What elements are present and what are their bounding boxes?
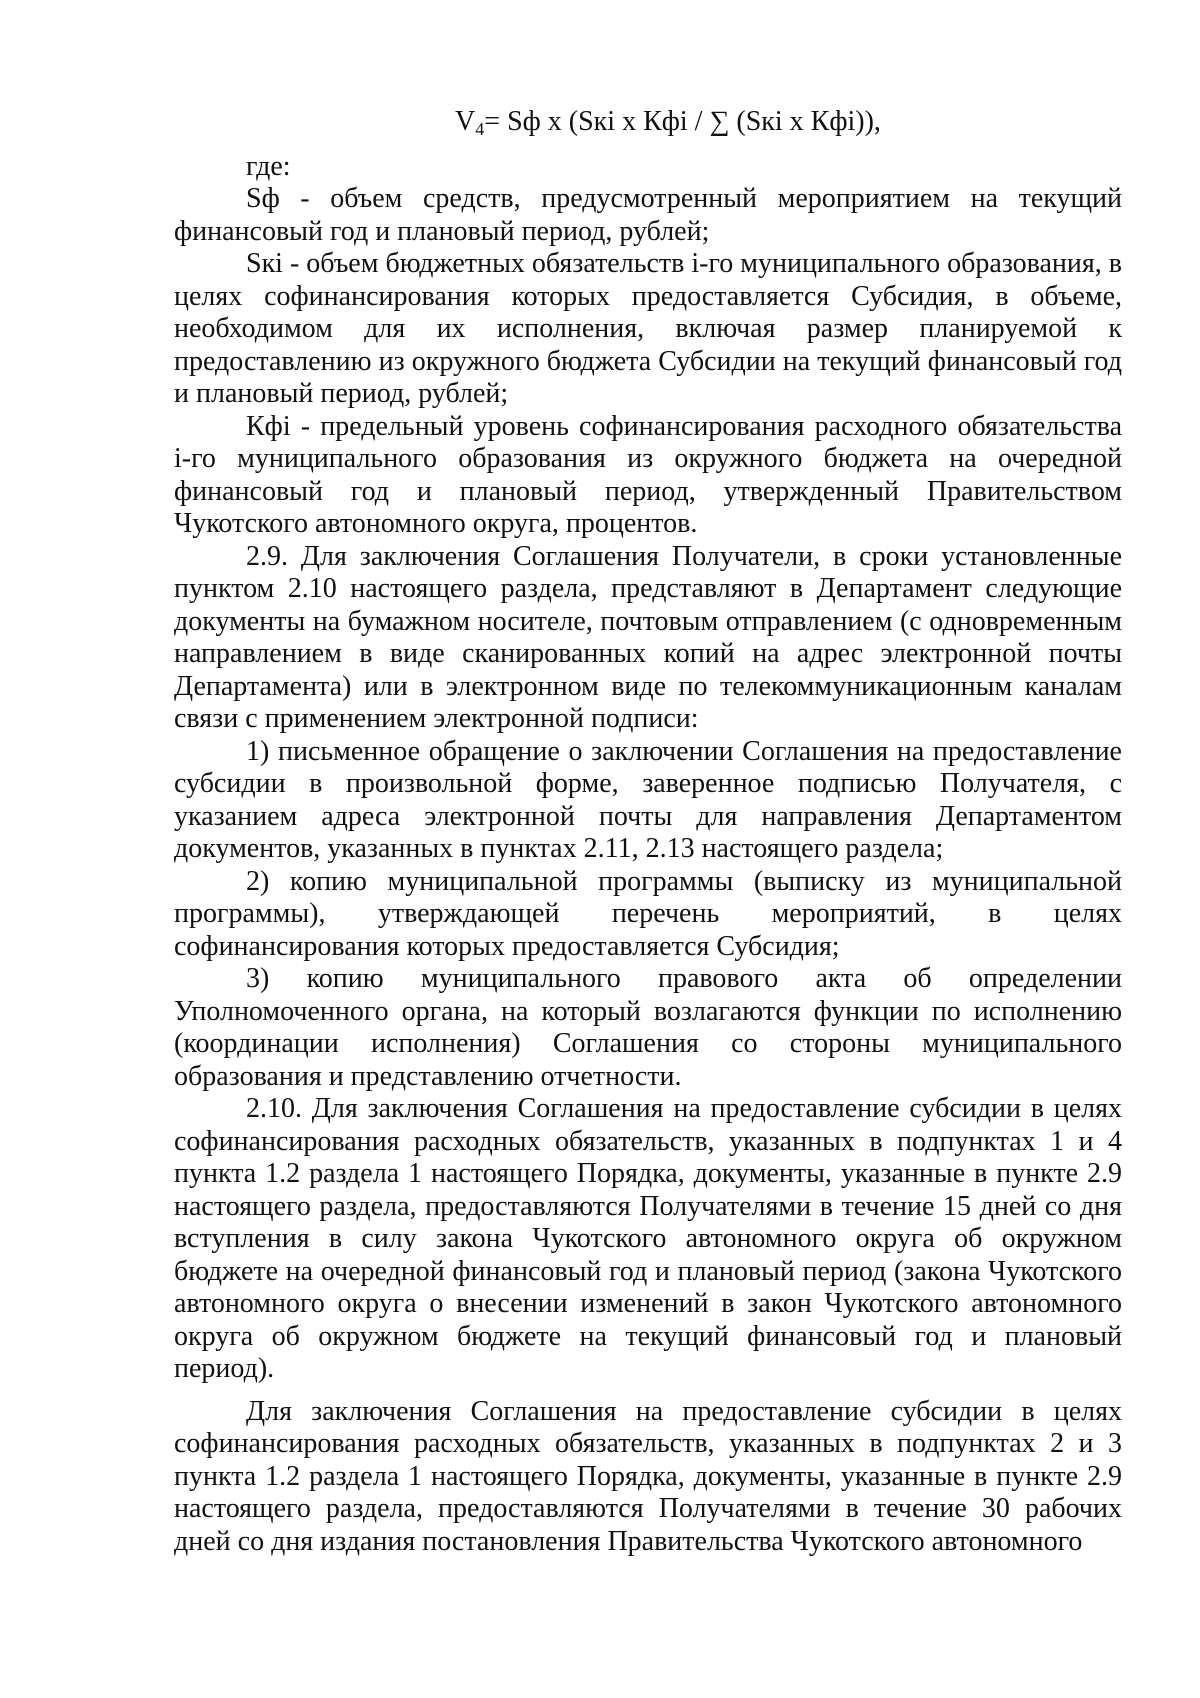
paragraph-item-2: 2) копию муниципальной программы (выписку из муниципальной программы), утверждающей перечень мероприятий, в целях софинансирования которых предоставляется Субсидия; [174, 865, 1122, 962]
formula-rhs: = Sф х (Sкi х Кфi / ∑ (Sкi х Кфi)), [484, 106, 881, 137]
paragraph-2-10: 2.10. Для заключения Соглашения на предоставление субсидии в целях софинансирования расходных обязательств, указанных в подпунктах 1 и 4 пункта 1.2 раздела 1 настоящего Порядка, документы, указанные в пункте 2.9 настоящего раздела, предоставляются Получателями в течение 15 дней со дня вступления в силу закона Чукотского автономного округа об окружном бюджете на очередной финансовый год и плановый период (закона Чукотского автономного округа о внесении изменений в закон Чукотского автономного округа об окружном бюджете на текущий финансовый год и плановый период). [174, 1093, 1122, 1384]
paragraph-2-10-continued: Для заключения Соглашения на предоставление субсидии в целях софинансирования расходных обязательств, указанных в подпунктах 2 и 3 пункта 1.2 раздела 1 настоящего Порядка, документы, указанные в пункте 2.9 настоящего раздела, предоставляются Получателями в течение 30 рабочих дней со дня издания постановления Правительства Чукотского автономного [174, 1395, 1122, 1557]
formula-v4 [174, 106, 1122, 139]
paragraph-item-1: 1) письменное обращение о заключении Соглашения на предоставление субсидии в произвольной форме, заверенное подписью Получателя, с указанием адреса электронной почты для направления Департаментом документов, указанных в пунктах 2.11, 2.13 настоящего раздела; [174, 735, 1122, 864]
paragraph-2-9: 2.9. Для заключения Соглашения Получатели, в сроки установленные пунктом 2.10 настоящего раздела, представляют в Департамент следующие документы на бумажном носителе, почтовым отправлением (с одновременным направлением в виде сканированных копий на адрес электронной почты Департамента) или в электронном виде по телекоммуникационным каналам связи с применением электронной подписи: [174, 540, 1122, 734]
document-body [174, 106, 1122, 1558]
formula-lhs-subscript: 4 [475, 119, 485, 139]
formula-lhs: V [455, 106, 476, 137]
paragraph-sf-definition: Sф - объем средств, предусмотренный мероприятием на текущий финансовый год и плановый период, рублей; [174, 183, 1122, 247]
paragraph-item-3: 3) копию муниципального правового акта об определении Уполномоченного органа, на который возлагаются функции по исполнению (координации исполнения) Соглашения со стороны муниципального образования и представлению отчетности. [174, 963, 1122, 1092]
paragraph-where: где: [246, 150, 291, 182]
paragraph-kfi-definition: Кфi - предельный уровень софинансирования расходного обязательства i-го муниципального образования из окружного бюджета на очередной финансовый год и плановый период, утвержденный Правительством Чукотского автономного округа, процентов. [174, 410, 1122, 539]
paragraph-ski-definition: Sкi - объем бюджетных обязательств i-го муниципального образования, в целях софинансирования которых предоставляется Субсидия, в объеме, необходимом для их исполнения, включая размер планируемой к предоставлению из окружного бюджета Субсидии на текущий финансовый год и плановый период, рублей; [174, 248, 1122, 409]
